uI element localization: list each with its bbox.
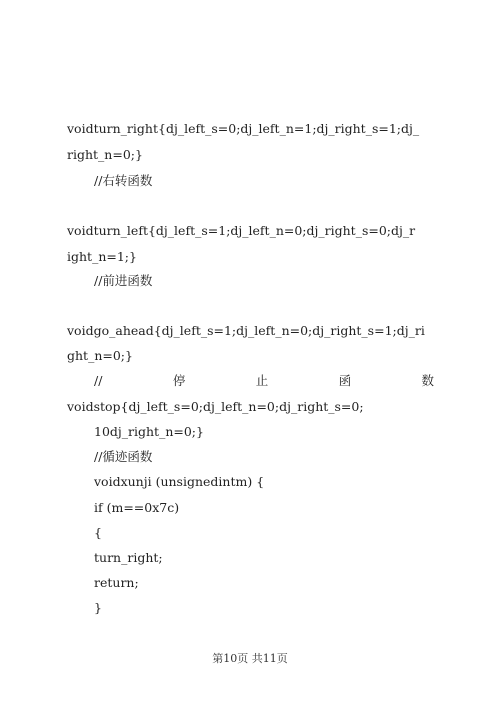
code-line: } xyxy=(94,600,102,615)
code-line: turn_right; xyxy=(94,550,163,565)
comment-token: 止 xyxy=(255,373,269,388)
page-footer: 第10页 共11页 xyxy=(212,652,288,665)
comment-line: //右转函数 xyxy=(94,173,153,188)
comment-token: 数 xyxy=(421,373,434,388)
code-line: { xyxy=(94,525,102,540)
comment-line: //前进函数 xyxy=(94,273,153,288)
code-line: voidxunji (unsignedintm) { xyxy=(94,474,265,489)
code-line: voidgo_ahead{dj_left_s=1;dj_left_n=0;dj_right_s=1;dj_ri xyxy=(67,323,425,338)
code-line: if (m==0x7c) xyxy=(94,500,180,515)
code-line: ght_n=0;} xyxy=(67,348,133,363)
comment-token: 停 xyxy=(172,373,186,388)
code-line: voidturn_left{dj_left_s=1;dj_left_n=0;dj_right_s=0;dj_r xyxy=(67,223,416,238)
comment-token: // xyxy=(94,373,103,388)
code-line: 10dj_right_n=0;} xyxy=(94,424,204,439)
code-line: voidstop{dj_left_s=0;dj_left_n=0;dj_right_s=0; xyxy=(67,399,364,414)
justified-comment-line xyxy=(94,373,434,389)
code-line: right_n=0;} xyxy=(67,147,143,162)
code-line: return; xyxy=(94,575,139,590)
code-line: voidturn_right{dj_left_s=0;dj_left_n=1;dj_right_s=1;dj_ xyxy=(67,121,420,136)
comment-token: 函 xyxy=(338,373,352,388)
comment-line: //循迹函数 xyxy=(94,449,153,464)
code-line: ight_n=1;} xyxy=(67,249,137,264)
